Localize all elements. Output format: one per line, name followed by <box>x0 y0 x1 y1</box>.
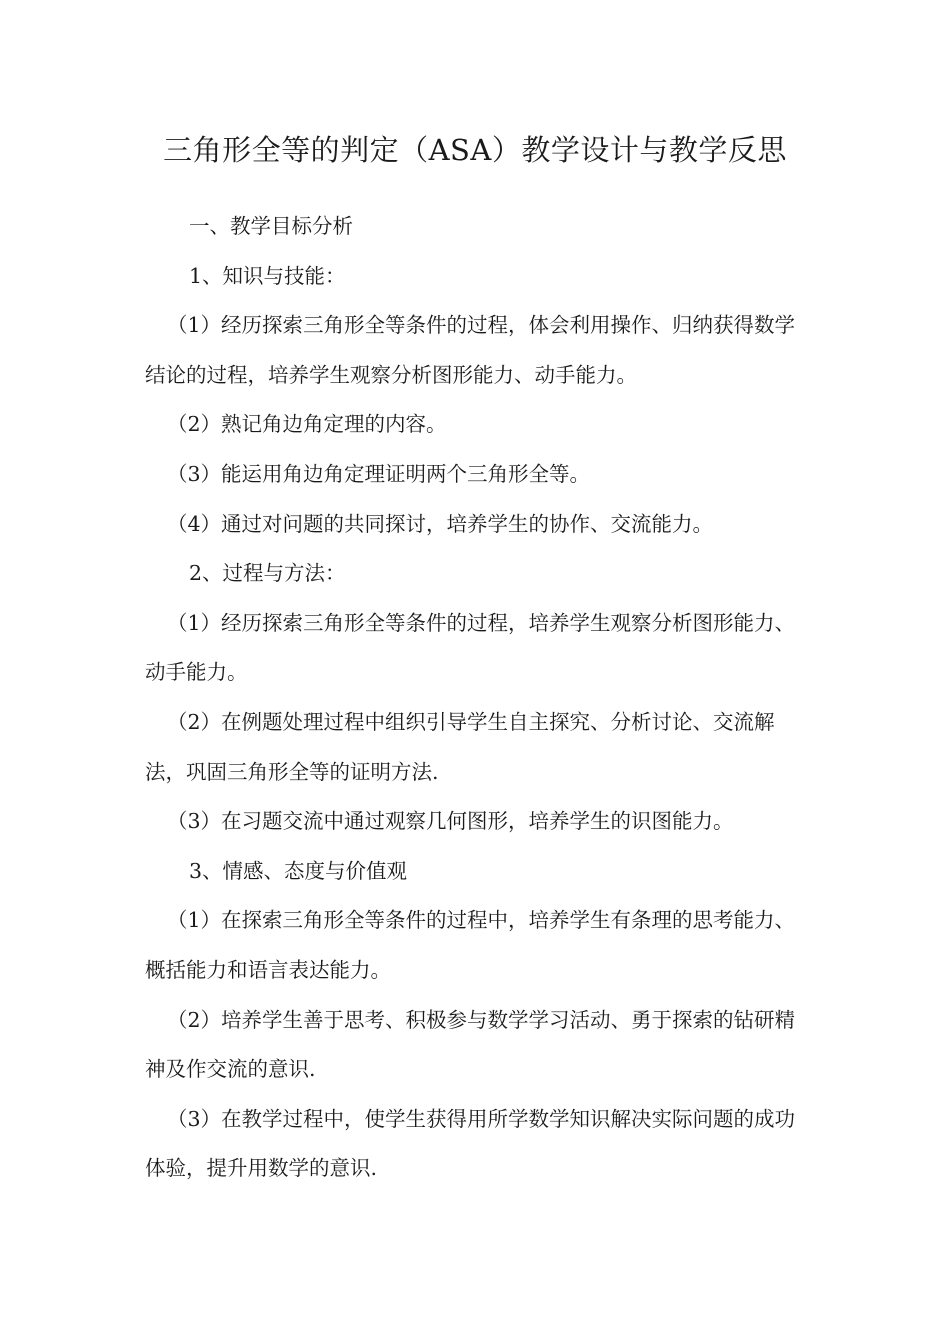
paragraph: （1）在探索三角形全等条件的过程中，培养学生有条理的思考能力、概括能力和语言表达能力。 <box>145 908 796 982</box>
paragraph: （2）在例题处理过程中组织引导学生自主探究、分析讨论、交流解法，巩固三角形全等的证明方法. <box>145 709 775 784</box>
paragraph: （4）通过对问题的共同探讨，培养学生的协作、交流能力。 <box>167 511 714 536</box>
section-heading-teaching-goals: 一、教学目标分析 <box>189 214 353 238</box>
paragraph: （2）培养学生善于思考、积极参与数学学习活动、勇于探索的钻研精神及作交流的意识. <box>145 1007 796 1082</box>
paragraph: （3）在教学过程中，使学生获得用所学数学知识解决实际问题的成功体验，提升用数学的意识. <box>145 1106 796 1181</box>
subheading-process-methods: 2、过程与方法： <box>189 561 346 586</box>
subheading-emotion-values: 3、情感、态度与价值观 <box>189 858 408 883</box>
paragraph: （1）经历探索三角形全等条件的过程，体会利用操作、归纳获得数学结论的过程，培养学生观察分析图形能力、动手能力。 <box>145 313 796 387</box>
subheading-knowledge-skills: 1、知识与技能： <box>189 263 346 288</box>
paragraph: （2）熟记角边角定理的内容。 <box>167 412 447 437</box>
paragraph: （3）能运用角边角定理证明两个三角形全等。 <box>167 461 591 486</box>
document-title: 三角形全等的判定（ASA）教学设计与教学反思 <box>163 133 787 167</box>
paragraph: （1）经历探索三角形全等条件的过程，培养学生观察分析图形能力、动手能力。 <box>145 610 796 685</box>
document-body <box>145 202 807 1194</box>
paragraph: （3）在习题交流中通过观察几何图形，培养学生的识图能力。 <box>167 809 734 834</box>
